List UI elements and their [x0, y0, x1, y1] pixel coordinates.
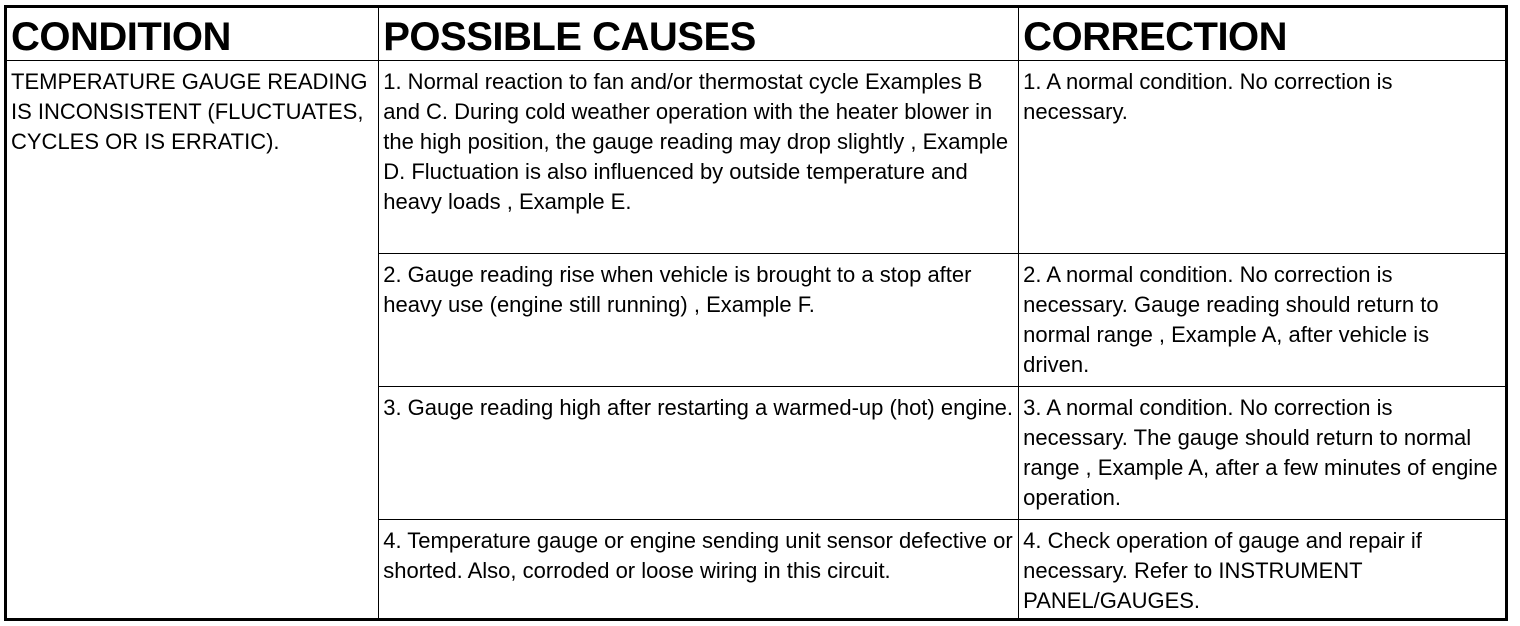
header-row	[6, 7, 1507, 61]
correction-cell: 3. A normal condition. No correction is necessary. The gauge should return to normal range , Example A, after a few minutes of engine operation.	[1019, 387, 1507, 520]
correction-cell: 2. A normal condition. No correction is necessary. Gauge reading should return to normal range , Example A, after vehicle is driven.	[1019, 254, 1507, 387]
cause-cell: 4. Temperature gauge or engine sending unit sensor defective or shorted. Also, corroded or loose wiring in this circuit.	[379, 520, 1019, 620]
table-row	[6, 61, 1507, 254]
condition-cell: TEMPERATURE GAUGE READING IS INCONSISTENT (FLUCTUATES, CYCLES OR IS ERRATIC).	[6, 61, 379, 620]
header-condition: CONDITION	[6, 7, 379, 61]
header-correction: CORRECTION	[1019, 7, 1507, 61]
diagnosis-table	[4, 5, 1508, 621]
correction-cell: 1. A normal condition. No correction is necessary.	[1019, 61, 1507, 254]
cause-cell: 2. Gauge reading rise when vehicle is brought to a stop after heavy use (engine still running) , Example F.	[379, 254, 1019, 387]
cause-cell: 3. Gauge reading high after restarting a warmed-up (hot) engine.	[379, 387, 1019, 520]
cause-cell: 1. Normal reaction to fan and/or thermostat cycle Examples B and C. During cold weather operation with the heater blower in the high position, the gauge reading may drop slightly , Example D. Fluctuation is also influenced by outside temperature and heavy loads , Example E.	[379, 61, 1019, 254]
header-possible-causes: POSSIBLE CAUSES	[379, 7, 1019, 61]
correction-cell: 4. Check operation of gauge and repair if necessary. Refer to INSTRUMENT PANEL/GAUGES.	[1019, 520, 1507, 620]
diagnosis-table-container	[4, 5, 1508, 621]
